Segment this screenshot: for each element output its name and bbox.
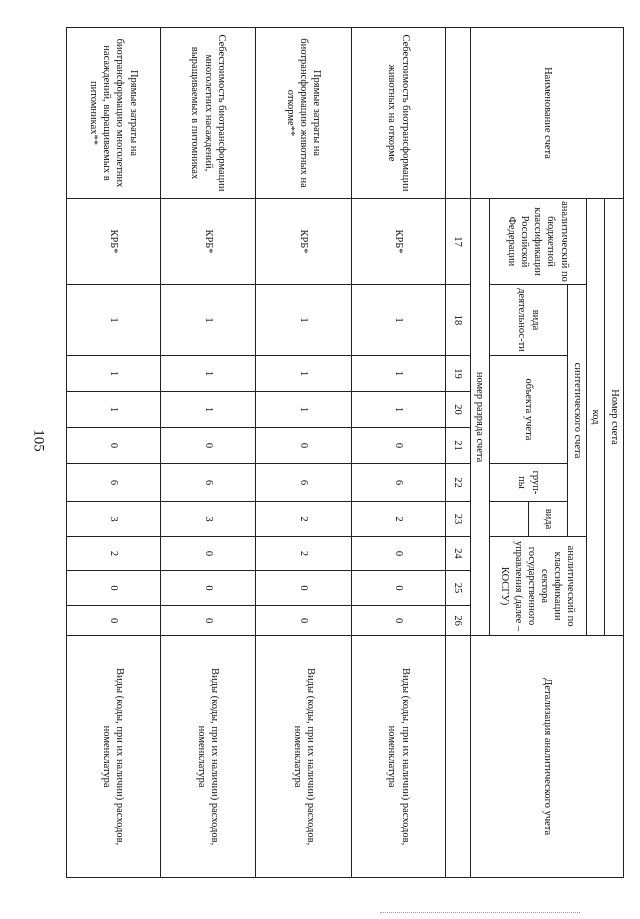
col-num-25: 25 [445, 571, 470, 606]
cell-23: 3 [160, 502, 256, 537]
table-row [160, 28, 256, 878]
col-num-24: 24 [445, 537, 470, 571]
row-name: Прямые затраты на биотрансформацию многолетних насаждений, выращиваемых в питомниках** [67, 28, 161, 199]
header-code: код [586, 199, 605, 636]
cell-25: 0 [160, 571, 256, 606]
cell-21: 0 [67, 428, 161, 464]
cell-26: 0 [256, 606, 352, 636]
cell-26: 0 [160, 606, 256, 636]
cell-23: 2 [256, 502, 352, 537]
header-account-number: Номер счета [605, 199, 624, 636]
header-detail: Детализация аналитического учета [471, 636, 624, 878]
cell-19: 1 [160, 356, 256, 392]
header-analytic-budget: аналитический по бюджетной классификации Российской Федерации [489, 199, 586, 285]
row-name: Себестоимость биотрансформации животных на откорме [352, 28, 446, 199]
cell-22: 6 [160, 464, 256, 502]
cell-21: 0 [256, 428, 352, 464]
cell-20: 1 [67, 392, 161, 428]
accounts-table [66, 27, 624, 878]
col-num-17: 17 [445, 199, 470, 285]
cell-19: 1 [352, 356, 446, 392]
row-detail: Виды (коды, при их наличии) расходов, номенклатура [67, 636, 161, 878]
col-num-23: 23 [445, 502, 470, 537]
cell-20: 1 [256, 392, 352, 428]
cell-26: 0 [67, 606, 161, 636]
cell-18: 1 [352, 285, 446, 356]
row-name: Прямые затраты на биотрансформацию животных на откорме** [256, 28, 352, 199]
header-account-name: Наименование счета [471, 28, 624, 199]
cell-21: 0 [352, 428, 446, 464]
cell-17: КРБ* [352, 199, 446, 285]
col-num-22: 22 [445, 464, 470, 502]
cell-19: 1 [67, 356, 161, 392]
col-num-20: 20 [445, 392, 470, 428]
table-row [67, 28, 161, 878]
cell-22: 6 [352, 464, 446, 502]
cell-17: КРБ* [160, 199, 256, 285]
cell-25: 0 [67, 571, 161, 606]
header-kind: вида [528, 502, 567, 537]
header-activity-type: вида деятельнос-ти [489, 285, 567, 356]
header-kind-spacer [489, 502, 528, 537]
row-name: Себестоимость биотрансформации многолетних насаждений, выращиваемых в питомниках [160, 28, 256, 199]
cell-18: 1 [256, 285, 352, 356]
cell-20: 1 [160, 392, 256, 428]
cell-17: КРБ* [67, 199, 161, 285]
col-num-19: 19 [445, 356, 470, 392]
header-group: груп-пы [489, 464, 567, 502]
cell-25: 0 [256, 571, 352, 606]
cell-24: 2 [256, 537, 352, 571]
cell-24: 0 [352, 537, 446, 571]
cell-24: 0 [160, 537, 256, 571]
cell-23: 3 [67, 502, 161, 537]
header-digit-number: номер разряда счета [471, 199, 490, 636]
col-num-26: 26 [445, 606, 470, 636]
row-detail: Виды (коды, при их наличии) расходов, номенклатура [256, 636, 352, 878]
cell-24: 2 [67, 537, 161, 571]
cell-20: 1 [352, 392, 446, 428]
cell-19: 1 [256, 356, 352, 392]
cell-23: 2 [352, 502, 446, 537]
cell-21: 0 [160, 428, 256, 464]
col-num-detail-empty [445, 636, 470, 878]
table-row [352, 28, 446, 878]
cell-25: 0 [352, 571, 446, 606]
table-container [66, 27, 624, 857]
cell-17: КРБ* [256, 199, 352, 285]
cell-22: 6 [67, 464, 161, 502]
col-num-18: 18 [445, 285, 470, 356]
header-analytic-kosgu: аналитический по классификации сектора государственного управления (далее – КОСГУ) [489, 537, 586, 636]
header-synthetic-account: синтетического счета [568, 285, 587, 537]
cell-18: 1 [160, 285, 256, 356]
page-bottom-mark [380, 912, 580, 916]
page-number: 105 [30, 429, 47, 452]
cell-26: 0 [352, 606, 446, 636]
row-detail: Виды (коды, при их наличии) расходов, номенклатура [160, 636, 256, 878]
table-row [256, 28, 352, 878]
cell-22: 6 [256, 464, 352, 502]
header-account-object: объекта учета [489, 356, 567, 464]
col-num-21: 21 [445, 428, 470, 464]
row-detail: Виды (коды, при их наличии) расходов, номенклатура [352, 636, 446, 878]
col-num-empty [445, 28, 470, 199]
cell-18: 1 [67, 285, 161, 356]
